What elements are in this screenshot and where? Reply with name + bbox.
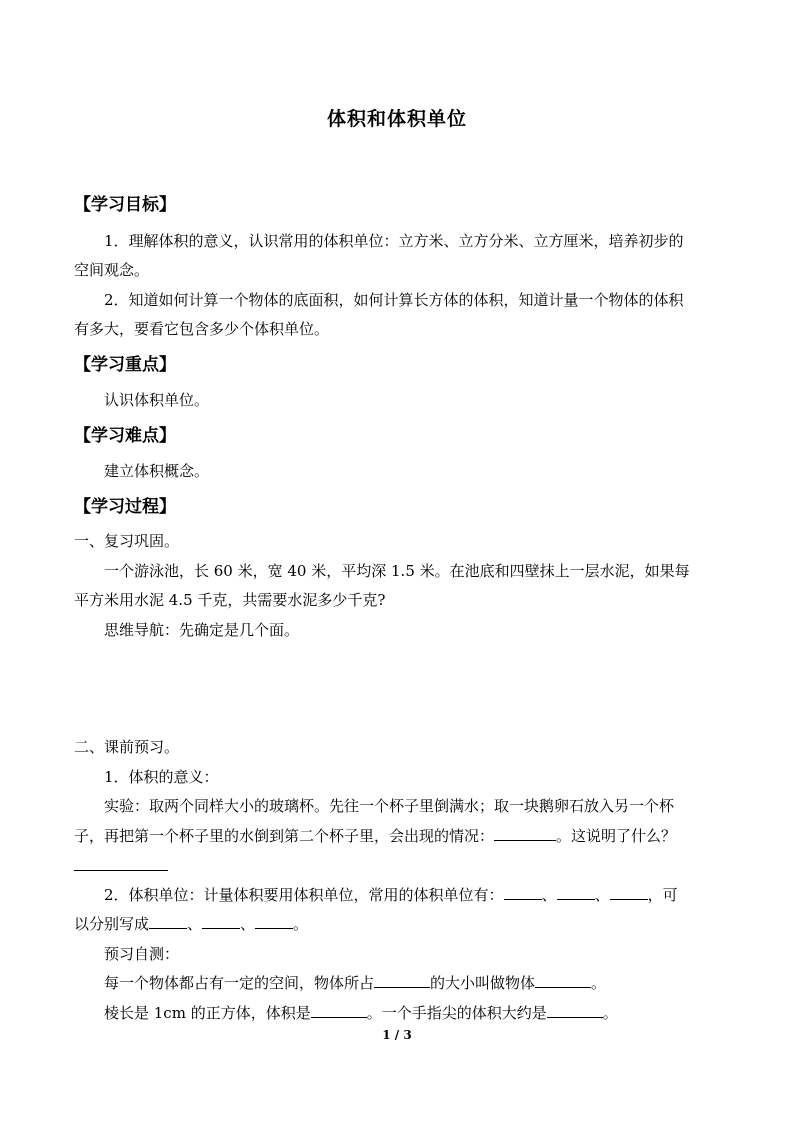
section-heading-key: 【学习重点】 — [74, 355, 176, 375]
separator: 、 — [187, 915, 203, 933]
written-as-text: 以分别写成 — [74, 915, 150, 933]
experiment-line-1: 实验：取两个同样大小的玻璃杯。先往一个杯子里倒满水；取一块鹅卵石放入另一个杯 — [104, 797, 675, 815]
volume-unit-text: 2．体积单位：计量体积要用体积单位，常用的体积单位有： — [104, 886, 504, 904]
goal-1-line-2: 空间观念。 — [74, 261, 150, 279]
abbrev-blank-3[interactable] — [255, 914, 293, 929]
goal-2-line-2: 有多大，要看它包含多少个体积单位。 — [74, 320, 330, 338]
cube-volume-blank[interactable] — [311, 1003, 367, 1018]
goal-1-line-1: 1．理解体积的意义，认识常用的体积单位：立方米、立方分米、立方厘米，培养初步的 — [104, 232, 684, 250]
self-test-question-2 — [104, 1003, 618, 1023]
volume-unit-line-2 — [74, 914, 308, 934]
separator: 、 — [594, 886, 610, 904]
question-2-text-b: 。一个手指尖的体积大约是 — [366, 1004, 547, 1022]
period: 。 — [602, 1004, 618, 1022]
review-problem-line-1: 一个游泳池，长 60 米，宽 40 米，平均深 1.5 米。在池底和四壁抹上一层水泥，如果每 — [104, 562, 690, 580]
preview-heading: 二、课前预习。 — [74, 738, 180, 756]
answer-line[interactable] — [74, 870, 168, 871]
experiment-question: 。这说明了什么？ — [556, 827, 677, 845]
fingertip-volume-blank[interactable] — [547, 1003, 603, 1018]
separator: 、 — [240, 915, 256, 933]
question-1-text-a: 每一个物体都占有一定的空间，物体所占 — [104, 974, 375, 992]
space-blank[interactable] — [374, 973, 430, 988]
question-2-text-a: 棱长是 1cm 的正方体，体积是 — [104, 1004, 311, 1022]
separator: 、 — [541, 886, 557, 904]
self-test-heading: 预习自测： — [104, 945, 180, 963]
experiment-line-2 — [74, 826, 676, 846]
volume-term-blank[interactable] — [535, 973, 591, 988]
experiment-answer-blank[interactable] — [494, 826, 556, 841]
experiment-text: 子，再把第一个杯子里的水倒到第二个杯子里，会出现的情况： — [74, 827, 495, 845]
abbrev-blank-2[interactable] — [202, 914, 240, 929]
page-number: 1 / 3 — [382, 1028, 412, 1042]
section-heading-difficult: 【学习难点】 — [74, 426, 176, 446]
section-heading-goals: 【学习目标】 — [74, 195, 176, 215]
unit-blank-1[interactable] — [504, 885, 542, 900]
unit-blank-3[interactable] — [610, 885, 648, 900]
period: 。 — [591, 974, 607, 992]
volume-meaning-item: 1．体积的意义： — [104, 768, 219, 786]
difficult-point-text: 建立体积概念。 — [104, 462, 210, 480]
review-heading: 一、复习巩固。 — [74, 532, 180, 550]
section-heading-process: 【学习过程】 — [74, 497, 176, 517]
volume-unit-line-1 — [104, 885, 678, 905]
review-hint: 思维导航：先确定是几个面。 — [104, 621, 300, 639]
abbrev-blank-1[interactable] — [149, 914, 187, 929]
question-1-text-b: 的大小叫做物体 — [430, 974, 536, 992]
goal-2-line-1: 2．知道如何计算一个物体的底面积，如何计算长方体的体积，知道计量一个物体的体积 — [104, 291, 684, 309]
volume-unit-line-end: ，可 — [647, 886, 678, 904]
period: 。 — [293, 915, 309, 933]
unit-blank-2[interactable] — [557, 885, 595, 900]
self-test-question-1 — [104, 973, 606, 993]
page-title: 体积和体积单位 — [326, 108, 467, 130]
key-point-text: 认识体积单位。 — [104, 391, 210, 409]
review-problem-line-2: 平方米用水泥 4.5 千克，共需要水泥多少千克? — [74, 591, 386, 609]
